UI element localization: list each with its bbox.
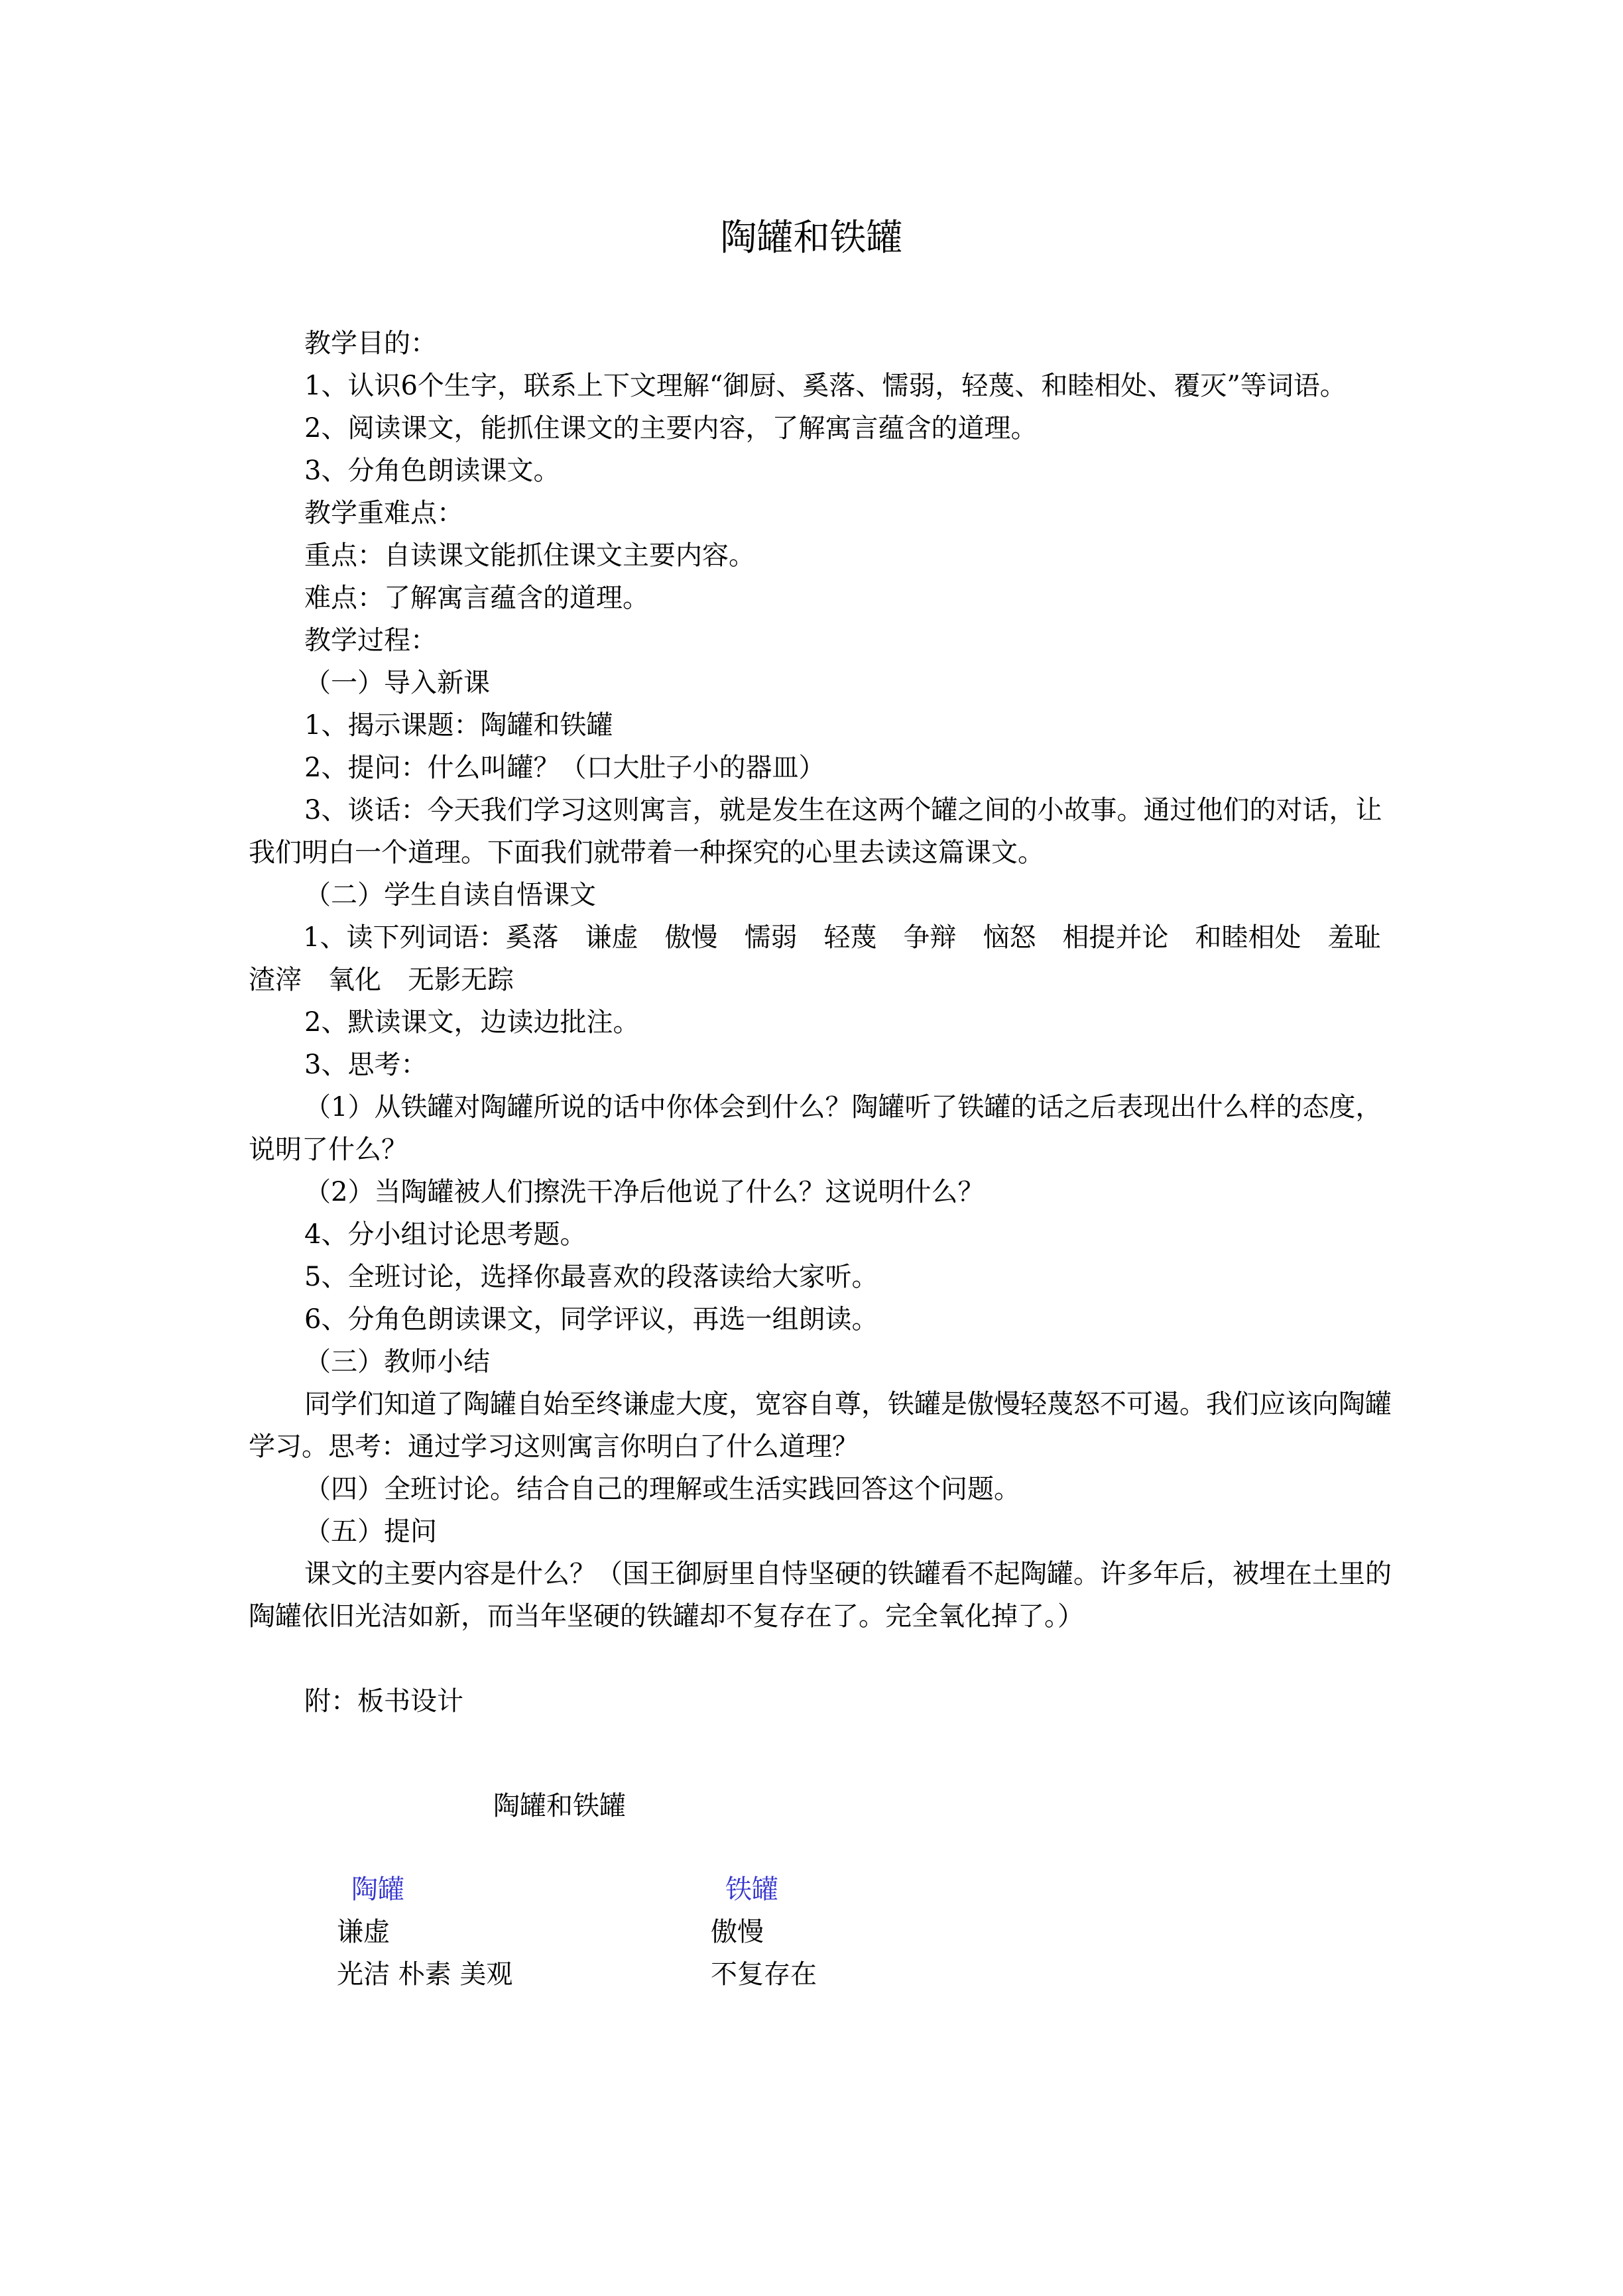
board-left-line2: 光洁 朴素 美观 — [337, 1959, 513, 1990]
process-step-heading: （四）全班讨论。结合自己的理解或生活实践回答这个问题。 — [304, 1474, 1020, 1504]
difficult-point: 难点：了解寓言蕴含的道理。 — [304, 583, 649, 613]
section-heading-process: 教学过程： — [304, 625, 437, 656]
process-step-heading: （一）导入新课 — [304, 668, 490, 698]
vocabulary-list: 1、读下列词语：奚落 谦虚 傲慢 懦弱 轻蔑 争辩 恼怒 相提并论 和睦相处 羞耻 渣滓 氧化 无影无踪 — [249, 922, 1408, 995]
summary-paragraph: 同学们知道了陶罐自始至终谦虚大度，宽容自尊，铁罐是傲慢轻蔑怒不可遏。我们应该向陶罐学习。思考：通过学习这则寓言你明白了什么道理？ — [249, 1389, 1392, 1462]
process-item: 3、思考： — [304, 1050, 428, 1080]
process-step-heading: （三）教师小结 — [304, 1347, 490, 1377]
section-heading-key-points: 教学重难点： — [304, 498, 463, 528]
question-item: （1）从铁罐对陶罐所说的话中你体会到什么？陶罐听了铁罐的话之后表现出什么样的态度，说明了什么？ — [249, 1092, 1382, 1165]
objective-item: 1、认识6个生字，联系上下文理解“御厨、奚落、懦弱，轻蔑、和睦相处、覆灭”等词语。 — [304, 371, 1347, 401]
page-title: 陶罐和铁罐 — [720, 216, 903, 259]
main-content-paragraph: 课文的主要内容是什么？（国王御厨里自恃坚硬的铁罐看不起陶罐。许多年后，被埋在土里的陶罐依旧光洁如新，而当年坚硬的铁罐却不复存在了。完全氧化掉了。） — [249, 1559, 1392, 1632]
objective-item: 3、分角色朗读课文。 — [304, 455, 560, 486]
section-heading-objectives: 教学目的： — [304, 328, 437, 359]
process-item: 4、分小组讨论思考题。 — [304, 1219, 587, 1250]
process-step-heading: （五）提问 — [304, 1516, 437, 1547]
board-right-header: 铁罐 — [725, 1874, 778, 1905]
board-right-line2: 不复存在 — [711, 1959, 817, 1990]
board-right-line1: 傲慢 — [711, 1917, 764, 1947]
process-item: 6、分角色朗读课文，同学评议，再选一组朗读。 — [304, 1304, 878, 1335]
lesson-body — [249, 322, 1408, 1722]
process-item: 2、提问：什么叫罐？（口大肚子小的器皿） — [304, 753, 825, 783]
board-design-heading: 附：板书设计 — [304, 1686, 463, 1717]
process-item: 2、默读课文，边读边批注。 — [304, 1007, 640, 1038]
board-left-header: 陶罐 — [351, 1874, 404, 1905]
board-title: 陶罐和铁罐 — [493, 1791, 626, 1821]
board-left-line1: 谦虚 — [337, 1917, 390, 1947]
process-step-heading: （二）学生自读自悟课文 — [304, 880, 596, 910]
objective-item: 2、阅读课文，能抓住课文的主要内容，了解寓言蕴含的道理。 — [304, 413, 1038, 444]
key-point: 重点：自读课文能抓住课文主要内容。 — [304, 540, 755, 571]
process-item: 3、谈话：今天我们学习这则寓言，就是发生在这两个罐之间的小故事。通过他们的对话，让我们明白一个道理。下面我们就带着一种探究的心里去读这篇课文。 — [249, 795, 1382, 868]
process-item: 5、全班讨论，选择你最喜欢的段落读给大家听。 — [304, 1262, 878, 1292]
process-item: 1、揭示课题：陶罐和铁罐 — [304, 710, 613, 741]
question-item: （2）当陶罐被人们擦洗干净后他说了什么？这说明什么？ — [304, 1177, 985, 1207]
